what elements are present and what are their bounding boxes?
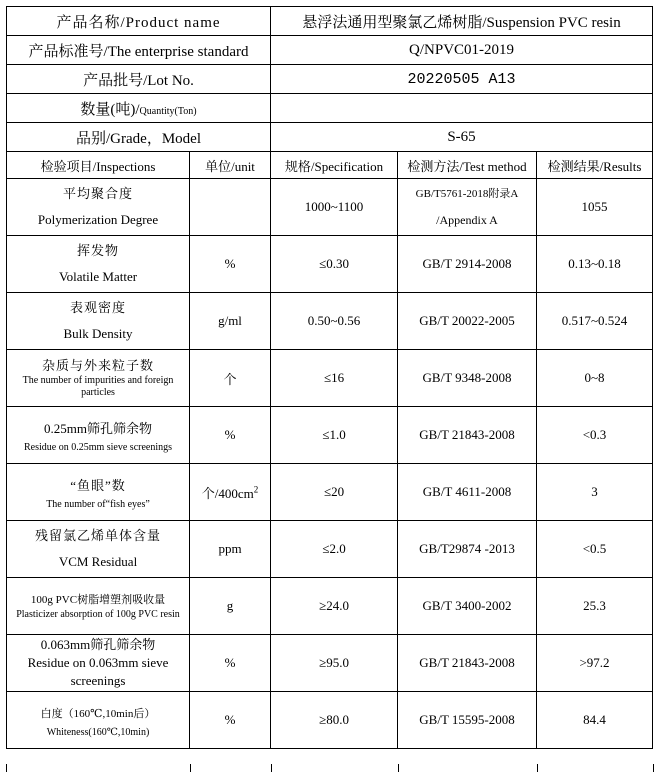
spec-cell: ≥80.0 — [271, 692, 398, 749]
result-cell: 25.3 — [537, 578, 653, 635]
table-row — [7, 407, 653, 464]
method-cell: GB/T 4611-2008 — [398, 464, 537, 521]
item-name-en: The number of impurities and foreign particles — [22, 375, 174, 398]
unit-cell: % — [190, 407, 271, 464]
unit-cell — [190, 179, 271, 236]
item-name-zh: 平均聚合度 — [62, 186, 133, 201]
spec-cell: 1000~1100 — [271, 179, 398, 236]
standard-label: 产品标准号/The enterprise standard — [7, 36, 271, 65]
table-row — [7, 521, 653, 578]
result-cell: <0.3 — [537, 407, 653, 464]
unit-cell: % — [190, 635, 271, 692]
item-name-en: Volatile Matter — [58, 269, 138, 284]
item-name-zh: 白度（160℃,10min后） — [40, 708, 156, 720]
method-cell: GB/T 2914-2008 — [398, 236, 537, 293]
item-name-en: Residue on 0.063mm sieve screenings — [27, 655, 169, 688]
unit-cell: % — [190, 692, 271, 749]
unit-superscript: 2 — [253, 484, 259, 495]
spec-cell: ≤20 — [271, 464, 398, 521]
result-cell: 1055 — [537, 179, 653, 236]
inspection-item — [7, 236, 190, 293]
unit-cell — [190, 464, 271, 521]
quantity-row — [7, 94, 653, 123]
item-name-en: Polymerization Degree — [37, 212, 159, 227]
unit-cell: g — [190, 578, 271, 635]
result-cell: 0~8 — [537, 350, 653, 407]
product-name-row — [7, 7, 653, 36]
item-name-zh: 0.063mm筛孔筛余物 — [40, 637, 156, 652]
unit-cell: % — [190, 236, 271, 293]
table-row — [7, 179, 653, 236]
inspection-item — [7, 464, 190, 521]
column-header-row — [7, 152, 653, 179]
table-row — [7, 293, 653, 350]
inspection-item — [7, 179, 190, 236]
table-row — [7, 236, 653, 293]
unit-cell: ppm — [190, 521, 271, 578]
table-row — [7, 464, 653, 521]
spec-cell: ≥24.0 — [271, 578, 398, 635]
unit-cell: 个 — [190, 350, 271, 407]
grade-row — [7, 123, 653, 152]
unit-cell: g/ml — [190, 293, 271, 350]
spec-cell: ≤1.0 — [271, 407, 398, 464]
result-cell: 3 — [537, 464, 653, 521]
grade-value: S-65 — [271, 123, 653, 152]
item-name-zh: 0.25mm筛孔筛余物 — [44, 421, 152, 436]
item-name-zh: 杂质与外来粒子数 — [41, 358, 154, 373]
method-line-2: /Appendix A — [436, 213, 498, 227]
item-name-en: VCM Residual — [58, 554, 138, 569]
method-cell: GB/T 21843-2008 — [398, 635, 537, 692]
result-cell: 0.517~0.524 — [537, 293, 653, 350]
item-name-zh: 残留氯乙烯单体含量 — [34, 528, 161, 543]
col-results: 检测结果/Results — [537, 152, 653, 179]
method-cell — [398, 179, 537, 236]
item-name-en: Whiteness(160℃,10min) — [46, 727, 150, 738]
method-line-1: GB/T5761-2018附录A — [415, 188, 519, 200]
method-cell: GB/T 3400-2002 — [398, 578, 537, 635]
method-cell: GB/T 15595-2008 — [398, 692, 537, 749]
col-test-method: 检测方法/Test method — [398, 152, 537, 179]
table-row — [7, 350, 653, 407]
inspection-item — [7, 521, 190, 578]
quantity-label-en: Quantity(Ton) — [139, 105, 197, 117]
item-name-zh: 挥发物 — [76, 243, 119, 258]
item-name-en: Bulk Density — [63, 326, 133, 341]
grade-label: 品别/Grade，Model — [7, 123, 271, 152]
method-cell: GB/T 20022-2005 — [398, 293, 537, 350]
table-row — [7, 692, 653, 749]
method-cell: GB/T 9348-2008 — [398, 350, 537, 407]
item-name-en: Residue on 0.25mm sieve screenings — [23, 442, 173, 453]
inspection-item — [7, 578, 190, 635]
item-name-zh: 100g PVC树脂增塑剂吸收量 — [30, 594, 166, 606]
inspection-item — [7, 350, 190, 407]
spec-cell: ≤0.30 — [271, 236, 398, 293]
product-name-value: 悬浮法通用型聚氯乙烯树脂/Suspension PVC resin — [271, 7, 653, 36]
result-cell: 0.13~0.18 — [537, 236, 653, 293]
item-name-zh: “鱼眼”数 — [70, 478, 126, 493]
spec-cell: 0.50~0.56 — [271, 293, 398, 350]
lot-label: 产品批号/Lot No. — [7, 65, 271, 94]
standard-value: Q/NPVC01-2019 — [271, 36, 653, 65]
method-cell: GB/T29874 -2013 — [398, 521, 537, 578]
unit-text: 个/400cm — [201, 485, 254, 501]
item-name-en: Plasticizer absorption of 100g PVC resin — [16, 609, 180, 620]
item-name-en: The number of“fish eyes” — [46, 499, 150, 510]
product-name-label: 产品名称/Product name — [7, 7, 271, 36]
spec-cell: ≥95.0 — [271, 635, 398, 692]
inspection-item — [7, 293, 190, 350]
method-cell: GB/T 21843-2008 — [398, 407, 537, 464]
spec-cell: ≤2.0 — [271, 521, 398, 578]
result-cell: >97.2 — [537, 635, 653, 692]
result-cell: <0.5 — [537, 521, 653, 578]
inspection-item — [7, 635, 190, 692]
col-specification: 规格/Specification — [271, 152, 398, 179]
spec-cell: ≤16 — [271, 350, 398, 407]
table-row — [7, 578, 653, 635]
col-inspections: 检验项目/Inspections — [7, 152, 190, 179]
quantity-value — [271, 94, 653, 123]
col-unit: 单位/unit — [190, 152, 271, 179]
inspection-item — [7, 407, 190, 464]
lot-value: 20220505 A13 — [271, 65, 653, 94]
inspection-item — [7, 692, 190, 749]
lot-row — [7, 65, 653, 94]
standard-row — [7, 36, 653, 65]
quantity-label — [7, 94, 271, 123]
table-row — [7, 635, 653, 692]
certificate-table — [6, 6, 652, 749]
result-cell: 84.4 — [537, 692, 653, 749]
quantity-label-zh: 数量(吨)/ — [80, 101, 140, 118]
item-name-zh: 表观密度 — [69, 300, 126, 315]
